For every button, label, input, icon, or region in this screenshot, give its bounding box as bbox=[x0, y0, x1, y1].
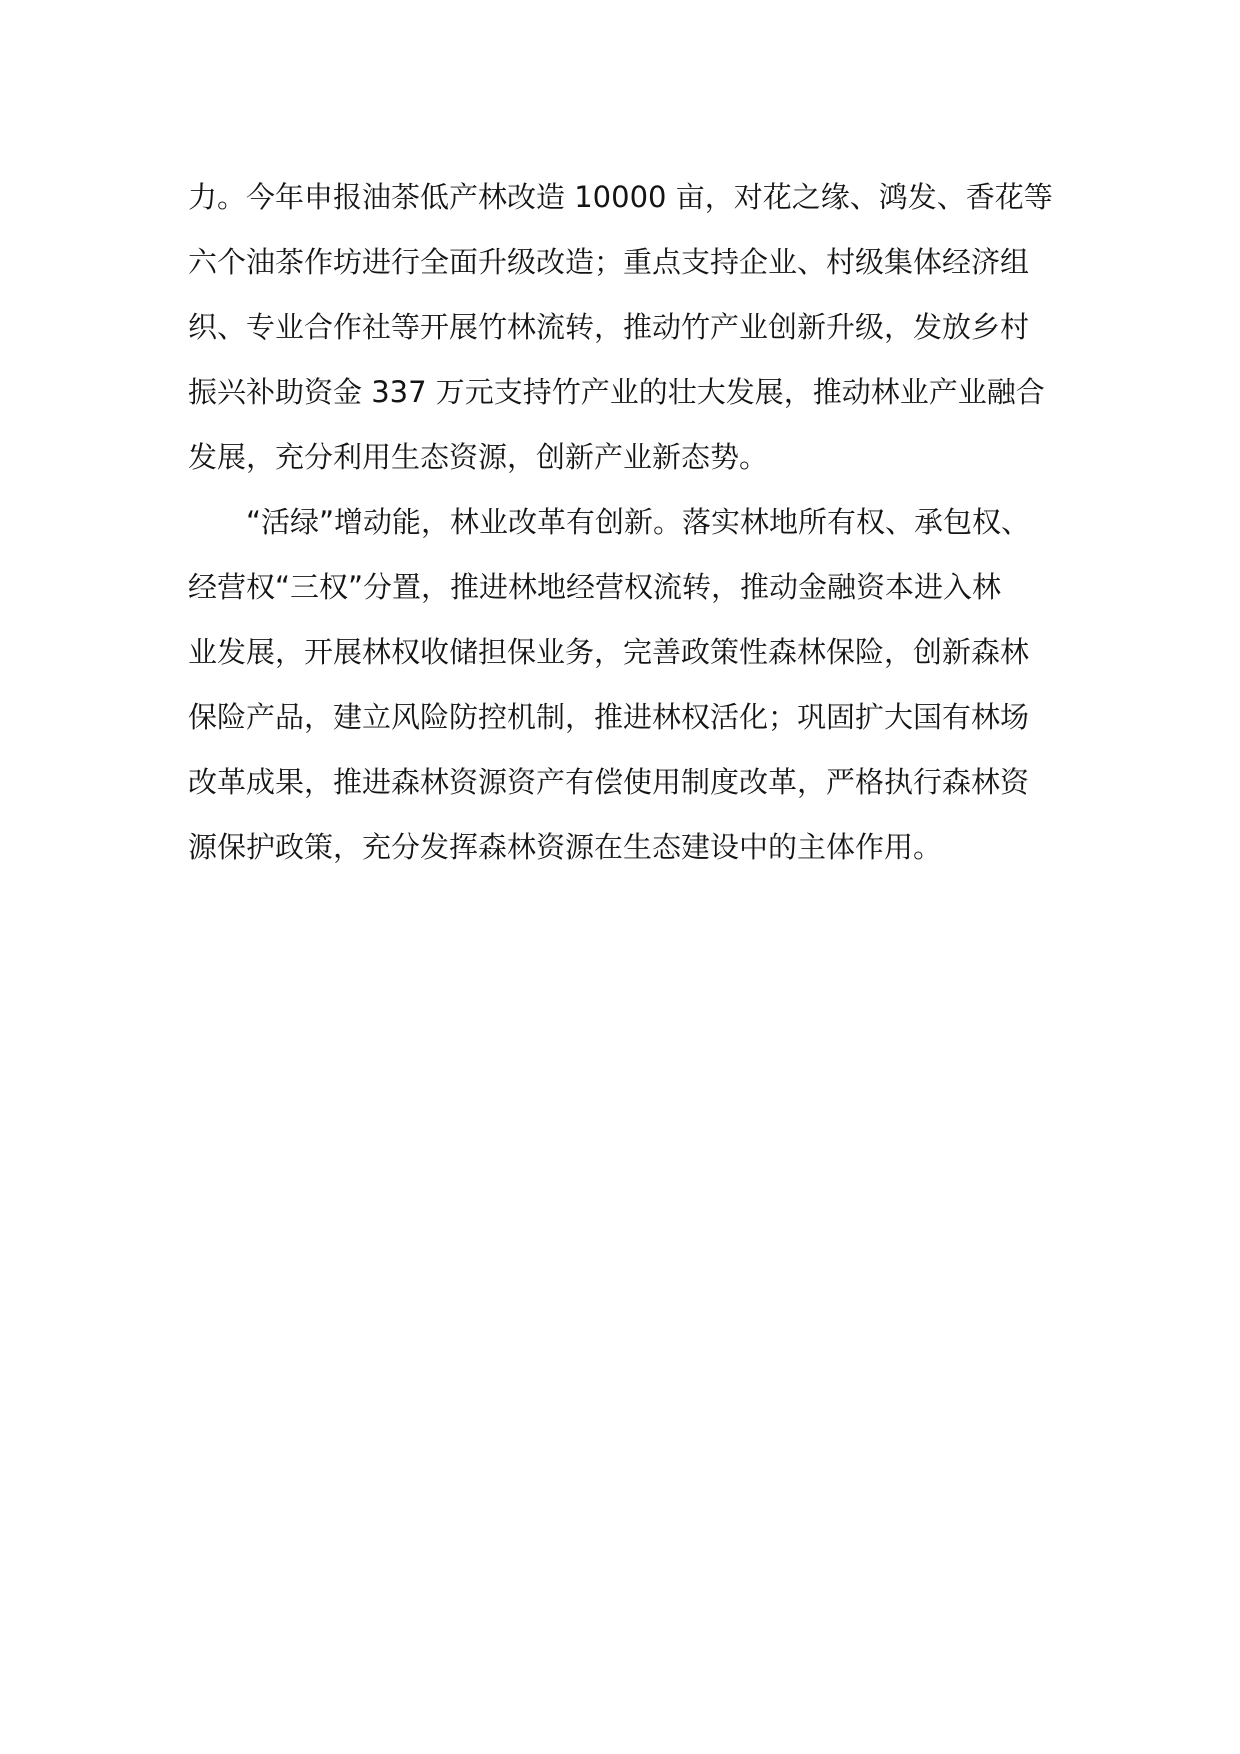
text-line: 振兴补助资金 337 万元支持竹产业的壮大发展，推动林业产业融合 bbox=[188, 375, 1045, 409]
text-line: 源保护政策，充分发挥森林资源在生态建设中的主体作用。 bbox=[188, 830, 943, 864]
text-line: 力。今年申报油茶低产林改造 10000 亩，对花之缘、鸿发、香花等 bbox=[188, 180, 1053, 214]
text-line: 改革成果，推进森林资源资产有偿使用制度改革，严格执行森林资 bbox=[188, 765, 1030, 799]
text-line: 发展，充分利用生态资源，创新产业新态势。 bbox=[188, 440, 769, 474]
body-text bbox=[188, 165, 1068, 880]
text-line: 六个油茶作坊进行全面升级改造；重点支持企业、村级集体经济组 bbox=[188, 245, 1030, 279]
text-line: 业发展，开展林权收储担保业务，完善政策性森林保险，创新森林 bbox=[188, 635, 1030, 669]
text-line: 织、专业合作社等开展竹林流转，推动竹产业创新升级，发放乡村 bbox=[188, 310, 1030, 344]
text-line: “活绿”增动能，林业改革有创新。落实林地所有权、承包权、 bbox=[188, 505, 1031, 539]
paragraph-1 bbox=[188, 165, 1068, 490]
paragraph-2 bbox=[188, 490, 1068, 880]
text-line: 保险产品，建立风险防控机制，推进林权活化；巩固扩大国有林场 bbox=[188, 700, 1030, 734]
text-line: 经营权“三权”分置，推进林地经营权流转，推动金融资本进入林 bbox=[188, 570, 1002, 604]
